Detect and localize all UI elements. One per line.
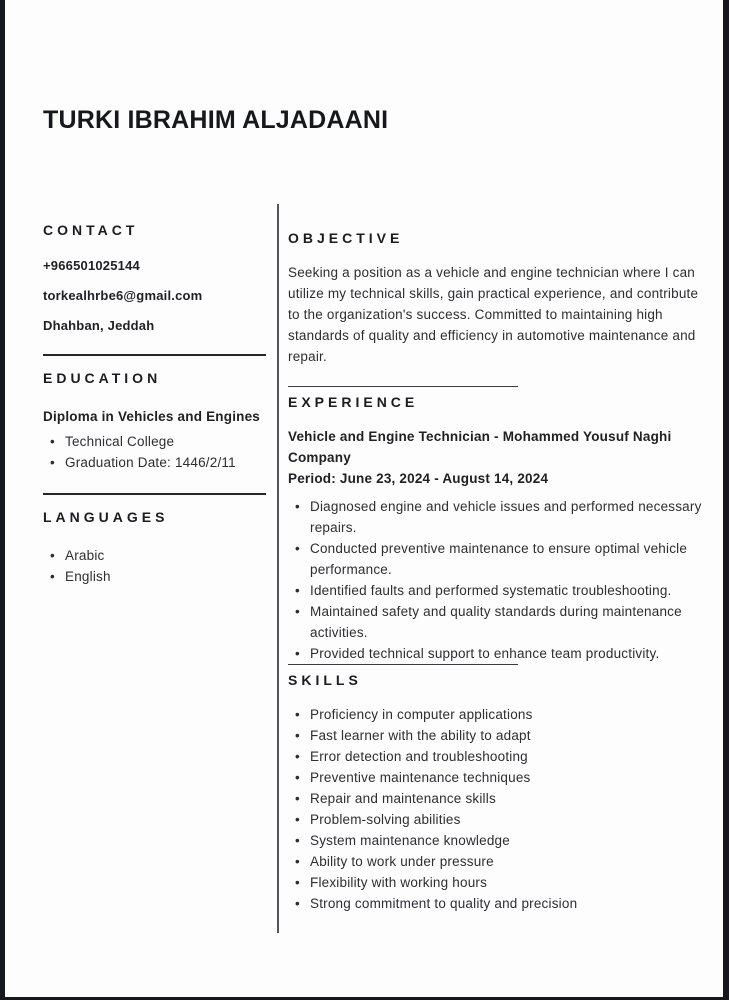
contact-location: Dhahban, Jeddah: [43, 318, 155, 333]
contact-heading: CONTACT: [43, 222, 139, 238]
experience-period: Period: June 23, 2024 - August 14, 2024: [288, 471, 549, 486]
section-divider: [288, 386, 518, 387]
objective-heading: OBJECTIVE: [288, 230, 404, 246]
list-item: • Strong commitment to quality and precision: [288, 893, 708, 914]
contact-section: [43, 222, 266, 334]
list-item: • Maintained safety and quality standards during maintenance activities.: [288, 601, 708, 643]
education-heading: EDUCATION: [43, 370, 162, 386]
languages-list: [43, 545, 266, 587]
right-column: [288, 230, 708, 914]
education-degree: Diploma in Vehicles and Engines: [43, 409, 261, 424]
education-list: [43, 431, 266, 473]
section-divider: [288, 664, 518, 665]
list-item: • Fast learner with the ability to adapt: [288, 725, 708, 746]
list-item: • Ability to work under pressure: [288, 851, 708, 872]
list-item: • Preventive maintenance techniques: [288, 767, 708, 788]
experience-job-title: Vehicle and Engine Technician - Mohammed Yousuf Naghi Company: [288, 429, 672, 465]
skills-heading: SKILLS: [288, 672, 362, 688]
resume-name: TURKI IBRAHIM ALJADAANI: [43, 106, 389, 134]
list-item: • Provided technical support to enhance team productivity.: [288, 643, 708, 664]
photo-edge-left: [0, 0, 5, 1000]
skills-list: [288, 704, 708, 914]
objective-text: Seeking a position as a vehicle and engine technician where I can utilize my technical skills, gain practical experience, and contribute to the organization's success. Committed to maintaining high standards of quality and efficiency in automotive maintenance and repair.: [288, 265, 699, 364]
languages-section: [43, 509, 266, 587]
education-section: [43, 370, 266, 473]
section-divider: [43, 493, 266, 495]
list-item: • Identified faults and performed systematic troubleshooting.: [288, 580, 708, 601]
experience-job: [288, 426, 708, 489]
list-item: • English: [43, 566, 266, 587]
skills-section: [288, 672, 708, 914]
list-item: • Conducted preventive maintenance to ensure optimal vehicle performance.: [288, 538, 708, 580]
list-item: • Error detection and troubleshooting: [288, 746, 708, 767]
list-item: • Repair and maintenance skills: [288, 788, 708, 809]
list-item: • Arabic: [43, 545, 266, 566]
experience-heading: EXPERIENCE: [288, 394, 419, 410]
list-item: • System maintenance knowledge: [288, 830, 708, 851]
contact-phone: +966501025144: [43, 258, 140, 273]
section-divider: [43, 354, 266, 356]
list-item: • Graduation Date: 1446/2/11: [43, 452, 266, 473]
languages-heading: LANGUAGES: [43, 509, 169, 525]
experience-section: [288, 394, 708, 664]
photo-edge-right: [723, 0, 729, 1000]
list-item: • Proficiency in computer applications: [288, 704, 708, 725]
experience-list: [288, 496, 708, 664]
list-item: • Technical College: [43, 431, 266, 452]
list-item: • Diagnosed engine and vehicle issues and performed necessary repairs.: [288, 496, 708, 538]
contact-email: torkealhrbe6@gmail.com: [43, 288, 203, 303]
list-item: • Flexibility with working hours: [288, 872, 708, 893]
objective-section: [288, 230, 708, 367]
list-item: • Problem-solving abilities: [288, 809, 708, 830]
column-divider: [277, 204, 279, 933]
left-column: [43, 222, 266, 587]
